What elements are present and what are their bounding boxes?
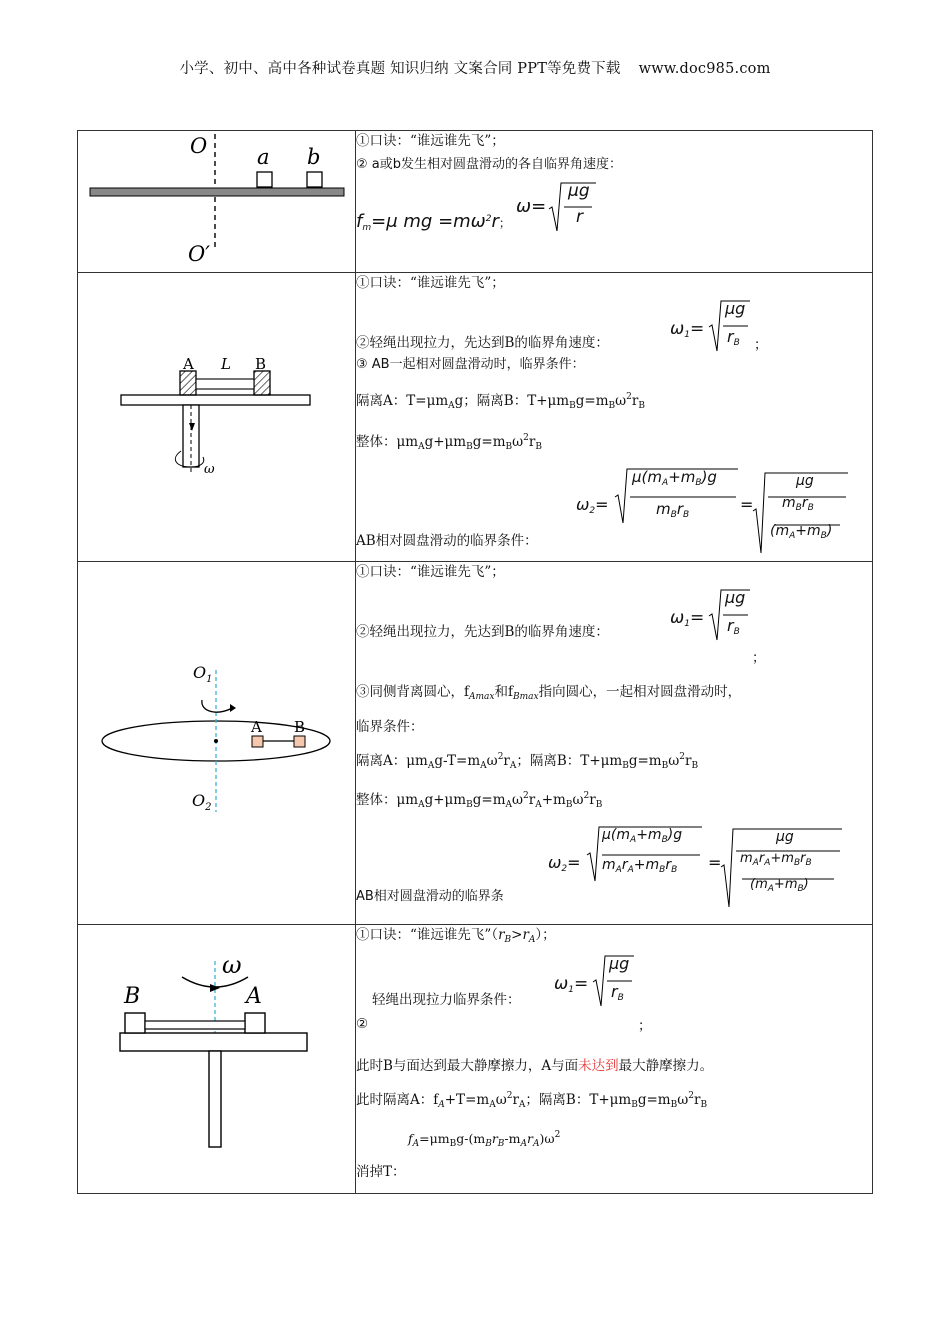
w1-den-sub: B [617, 993, 624, 1003]
w2-num-2: +m [636, 827, 662, 843]
disk-diagram-ab [78, 131, 355, 272]
r1-equation [356, 175, 872, 235]
plus-m: +m [770, 851, 794, 866]
r1-line1: ①口诀：“谁远谁先飞”； [356, 133, 505, 149]
l6f: r [527, 1131, 533, 1146]
sub-a: A [505, 800, 512, 810]
w2-den-m: m [656, 500, 671, 518]
iso8: r [684, 753, 692, 769]
iso-b4: r [631, 393, 639, 409]
whole8: r [589, 792, 596, 808]
w1-den-sub: B [733, 627, 740, 637]
w2-num-3: )g [667, 827, 683, 843]
m: m [740, 851, 753, 866]
r4-line2 [356, 950, 872, 1008]
ellipse-disk-diagram [78, 562, 355, 924]
l5g: ω [677, 1092, 689, 1108]
sub-b: B [497, 1139, 505, 1149]
rope-disk-diagram [78, 273, 355, 561]
r4-line1 [356, 925, 872, 950]
r2-final: AB相对圆盘滑动的临界条件： [356, 533, 538, 549]
sq: 2 [497, 752, 504, 762]
w1-symbol: $\omega_1=$ [670, 608, 705, 629]
sub-b: B [820, 531, 827, 541]
label-omega: ω [204, 462, 215, 477]
whole4: ω [512, 434, 524, 450]
w2-num [602, 825, 682, 850]
w2-num-3: )g [701, 468, 717, 486]
l4-red: 未达到 [578, 1058, 619, 1074]
sub-a: A [418, 442, 425, 452]
l5c: ω [495, 1092, 507, 1108]
sub-b: B [695, 478, 702, 488]
sub-a: A [532, 1139, 540, 1149]
w1-num: μg [725, 588, 746, 607]
w2-rhs-den-4: +m [773, 877, 798, 892]
sub-a: A [509, 761, 517, 771]
sub-b: B [797, 884, 804, 894]
w1-den [727, 327, 740, 353]
sub-a: A [520, 1139, 527, 1149]
eq-omega: ω= [516, 196, 547, 217]
l6b: =μm [419, 1131, 450, 1146]
w1: ω [670, 608, 685, 628]
label-A: A [183, 355, 194, 373]
iso5: ；隔离B：T+μm [516, 753, 623, 769]
whole2: g+μm [424, 434, 467, 450]
w1-sub: 1 [684, 330, 690, 340]
l3c: 指向圆心，一起相对圆盘滑动时， [538, 684, 742, 700]
r3-line2-text: ②轻绳出现拉力，先达到B的临界角速度： [356, 624, 609, 640]
label-O1 [193, 663, 213, 685]
w2-rhs-den-4: +m [795, 523, 821, 539]
frac-num: μg [568, 181, 590, 201]
iso6: g=m [628, 753, 662, 769]
text-cell [356, 562, 873, 925]
sub-a: A [752, 858, 759, 868]
header-url: www.doc985.com [638, 61, 771, 77]
r3-isolate [356, 747, 872, 776]
sub-a: A [627, 865, 634, 875]
sub-b: B [504, 935, 512, 945]
l6g: )ω [539, 1131, 555, 1146]
l6a: f [408, 1131, 413, 1146]
w2-sub: 2 [589, 506, 596, 516]
sub-b: B [671, 865, 678, 875]
w2-sub: 2 [561, 864, 568, 874]
r3-final: AB相对圆盘滑动的临界条 [356, 889, 504, 904]
sub-b: B [622, 761, 629, 771]
l4b: 最大静摩擦力。 [618, 1058, 714, 1074]
sub-a: A [412, 1139, 420, 1149]
w2-rhs-den-5: ) [803, 877, 809, 892]
whole2: g+μm [424, 792, 467, 808]
sub-a: A [535, 800, 542, 810]
sub-b: B [449, 1139, 457, 1149]
l6c: g-(m [456, 1131, 486, 1146]
sub-b: B [795, 503, 802, 513]
l1c: >r [511, 927, 529, 943]
label-A: A [251, 718, 262, 736]
sub-b: B [805, 858, 812, 868]
sub-a: A [427, 761, 435, 771]
r2-omega2 [356, 457, 872, 557]
w2-num-1: μ(m [632, 468, 663, 486]
r3-semi-line [356, 640, 872, 666]
l1: ①口诀：“谁远谁先飞”（ [356, 927, 499, 943]
text-cell [356, 131, 873, 273]
l5b: +T=m [444, 1092, 490, 1108]
w2: ω [576, 495, 590, 514]
r2-line2 [356, 293, 872, 351]
sub-b: B [670, 1100, 678, 1110]
w2-den-plus: +m [633, 857, 660, 873]
w2-rhs-den-2 [750, 875, 809, 899]
r4-line6 [356, 1125, 872, 1154]
figure-cell [78, 131, 356, 273]
w2-den-r: r [621, 857, 628, 873]
label-A: A [246, 984, 262, 1009]
label-L: L [221, 355, 231, 373]
header-text: 小学、初中、高中各种试卷真题 知识归纳 文案合同 PPT等免费下载 [179, 61, 621, 77]
whole4: ω [512, 792, 524, 808]
table-row [78, 925, 873, 1194]
sub-a: A [448, 401, 455, 411]
l3b: 和f [494, 684, 513, 700]
l4a: 此时B与面达到最大静摩擦力，A与面 [356, 1058, 579, 1074]
whole5: r [528, 792, 536, 808]
eq-sq: 2 [485, 214, 492, 224]
sub-a: A [438, 1100, 445, 1110]
iso7: ω [668, 753, 680, 769]
sub-b: B [631, 1100, 638, 1110]
w1-symbol: $\omega_1=$ [554, 974, 589, 995]
w2-rhs-den-5: ) [826, 523, 833, 539]
sub-b: B [565, 800, 573, 810]
sub-b: B [670, 510, 677, 520]
sub-b: B [661, 761, 669, 771]
sub-a: A [518, 1100, 526, 1110]
w2-equals: = [708, 853, 722, 872]
table-row [78, 562, 873, 925]
r3-semi: ； [752, 650, 766, 666]
sub-b: B [466, 800, 473, 810]
sub-a: A [630, 835, 637, 845]
label-a: a [257, 145, 270, 169]
w2-rhs-den [782, 493, 814, 518]
iso2: g-T=m [434, 753, 481, 769]
iso4: r [503, 753, 510, 769]
r2-semi: ； [754, 337, 768, 353]
w2-rhs-den [740, 849, 812, 873]
O2: O [192, 791, 206, 810]
l5e: ；隔离B：T+μm [525, 1092, 632, 1108]
sub-a: A [662, 478, 669, 488]
sq: 2 [626, 392, 632, 402]
w2-sym: $\omega_2=$ [548, 853, 581, 874]
figure-cell [78, 273, 356, 562]
sq: 2 [506, 1091, 513, 1101]
tshaft-disk-diagram [78, 925, 355, 1193]
r3-whole [356, 786, 872, 815]
sq: 2 [679, 752, 685, 762]
l6e: -m [504, 1131, 521, 1146]
sq: 2 [583, 791, 590, 801]
figure-cell [78, 925, 356, 1194]
sub-b: B [505, 442, 513, 452]
w1-den [727, 616, 740, 642]
l3-amax: Amax [469, 692, 495, 702]
r2-line3: ③ AB一起相对圆盘滑动时，临界条件： [356, 357, 585, 372]
label-B: B [255, 355, 267, 373]
text-cell [356, 925, 873, 1194]
sub-b: B [793, 858, 801, 868]
w2-den-r: r [676, 500, 683, 518]
l5d: r [512, 1092, 519, 1108]
r3-line1: ①口诀：“谁远谁先飞”； [356, 564, 505, 580]
sub-b: B [659, 865, 666, 875]
w2-den-r: r [665, 857, 672, 873]
r4-semi: ； [638, 1018, 652, 1034]
sub-b: B [807, 503, 814, 513]
whole3: g=m [472, 434, 506, 450]
w1-den [611, 982, 624, 1008]
r1-line2: ② a或b发生相对圆盘滑动的各自临界角速度： [356, 157, 623, 172]
w2-rhs-num: μg [776, 829, 794, 845]
w2: ω [548, 853, 562, 872]
text-cell [356, 273, 873, 562]
w1-den-sub: B [733, 338, 740, 348]
l5h: r [693, 1092, 701, 1108]
w1-num: μg [725, 299, 746, 318]
frac-den: r [576, 207, 583, 227]
w2-num-2: +m [668, 468, 696, 486]
sub-b: B [682, 510, 690, 520]
w2-equals: = [740, 495, 754, 514]
whole7: ω [572, 792, 584, 808]
sub-a: A [767, 884, 774, 894]
sq: 2 [554, 1130, 561, 1140]
w1-den-r: r [727, 616, 734, 635]
w2-rhs-den-r: r [801, 495, 808, 511]
r: r [800, 851, 806, 866]
sub-a: A [528, 935, 536, 945]
content-table [77, 130, 873, 1194]
w2-den [656, 499, 689, 525]
iso: 隔离A：μm [356, 753, 428, 769]
label-O2 [192, 791, 212, 813]
iso-b2: g=m [575, 393, 609, 409]
sub-b: B [691, 761, 699, 771]
sub-b: B [485, 1139, 492, 1149]
w2-num-1: μ(m [602, 827, 631, 843]
whole3: g=m [472, 792, 506, 808]
r3-omega2 [356, 815, 872, 911]
sub-a: A [615, 865, 622, 875]
w2-sym: $\omega_2=$ [576, 495, 609, 516]
sub-b: B [595, 800, 603, 810]
eq-r: r [491, 211, 499, 232]
r: r [758, 851, 765, 866]
w2-rhs-den-3: (m [770, 523, 790, 539]
sub-b: B [700, 1100, 708, 1110]
eq-mid: =μ mg =mω [371, 211, 486, 232]
r4-line3 [356, 1010, 872, 1036]
w1-symbol: $\omega_1=$ [670, 319, 705, 340]
sub-b: B [569, 401, 576, 411]
label-b: b [307, 145, 321, 169]
w2-den [602, 855, 677, 880]
r3-line3 [356, 682, 872, 707]
w2-rhs-den-m: m [782, 495, 796, 511]
whole: 整体：μm [356, 792, 419, 808]
sub-a: A [764, 858, 771, 868]
l1b: r [498, 927, 505, 943]
r4-line5 [356, 1086, 872, 1115]
w1: ω [554, 974, 569, 994]
sub-a: A [489, 1100, 496, 1110]
l1d: ）； [535, 927, 556, 943]
w1-sub: 1 [568, 985, 574, 995]
l6d: r [491, 1131, 498, 1146]
r2-line2-text: ②轻绳出现拉力，先达到B的临界角速度： [356, 335, 609, 351]
r2-line1: ①口诀：“谁远谁先飞”； [356, 275, 505, 291]
sq: 2 [688, 1091, 694, 1101]
iso-a2: g；隔离B：T+μm [454, 393, 570, 409]
w2-num [632, 467, 717, 493]
sub-b: B [661, 835, 668, 845]
iso-b3: ω [615, 393, 627, 409]
l5f: g=m [637, 1092, 671, 1108]
l3-bmax: Bmax [512, 692, 539, 702]
sq: 2 [523, 791, 529, 801]
r3-line2 [356, 582, 872, 640]
eq-f-sub: m [362, 223, 372, 233]
whole6: +m [541, 792, 566, 808]
O1: O [193, 663, 207, 682]
r4-line4 [356, 1056, 872, 1076]
sub-b: B [466, 442, 473, 452]
label-O-prime: O′ [188, 242, 210, 266]
page-header [0, 57, 950, 78]
w1-sub: 1 [684, 619, 690, 629]
r4-l2: 轻绳出现拉力临界条件： [372, 992, 521, 1008]
r2-isolate [356, 387, 872, 416]
eq-sep: ； [498, 216, 511, 230]
sub-a: A [789, 531, 796, 541]
r4-l3: ② [356, 1016, 369, 1032]
r3-line4: 临界条件： [356, 719, 424, 735]
O2-sub: 2 [205, 802, 212, 813]
sub-b: B [638, 401, 645, 411]
iso-a: 隔离A：T=μm [356, 393, 449, 409]
w1: ω [670, 319, 685, 339]
table-row [78, 131, 873, 273]
w2-rhs-den-3: (m [750, 877, 768, 892]
sub-b: B [535, 442, 542, 452]
l5a: 此时隔离A：f [356, 1092, 439, 1108]
whole: 整体：μm [356, 434, 419, 450]
iso3: ω [486, 753, 498, 769]
label-omega: ω [222, 951, 242, 979]
r2-whole [356, 428, 872, 457]
r4-line7: 消掉T： [356, 1164, 406, 1180]
whole5: r [528, 434, 536, 450]
label-B: B [124, 984, 141, 1009]
label-B: B [294, 718, 306, 736]
figure-cell [78, 562, 356, 925]
O1-sub: 1 [206, 674, 213, 685]
sub-b: B [608, 401, 616, 411]
sq: 2 [523, 433, 529, 443]
label-O: O [190, 134, 208, 158]
sub-a: A [418, 800, 425, 810]
w2-rhs-num: μg [796, 473, 814, 489]
eq-f: f [356, 211, 363, 232]
l3a: ③同侧背离圆心，f [356, 684, 469, 700]
w1-den-r: r [727, 327, 734, 346]
w2-den-m: m [602, 857, 616, 873]
sub-a: A [480, 761, 487, 771]
table-row [78, 273, 873, 562]
w1-den-r: r [611, 982, 618, 1001]
w2-rhs-den-2 [770, 521, 832, 546]
w1-num: μg [609, 954, 630, 973]
